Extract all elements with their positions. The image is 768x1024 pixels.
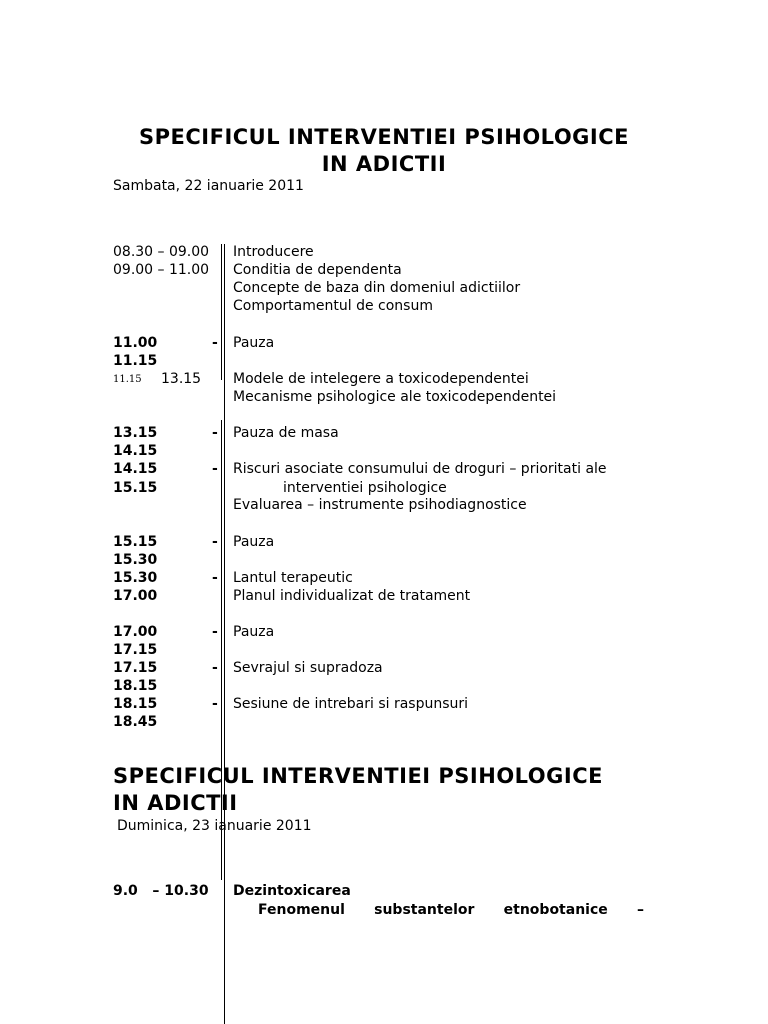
row9-time-end: 17.15 (113, 642, 158, 658)
row4-activity-2: Mecanisme psihologice ale toxicodependentei (233, 389, 557, 405)
row2-activity-2: Concepte de baza din domeniul adictiilor (233, 280, 521, 296)
table-divider-double (221, 244, 222, 380)
row4-time-start: 11.15 (113, 374, 142, 385)
row9-dash: - (212, 624, 218, 640)
day2-date: Duminica, 23 ianuarie 2011 (117, 818, 312, 834)
row1-activity: Introducere (233, 244, 314, 260)
row9-activity: Pauza (233, 624, 275, 640)
row6-activity-2: interventiei psihologice (283, 480, 447, 496)
row6-time-start: 14.15 (113, 461, 158, 477)
row5-dash: - (212, 425, 218, 441)
row4-time-end: 13.15 (161, 371, 202, 387)
day1-date: Sambata, 22 ianuarie 2011 (113, 178, 304, 194)
row6-dash: - (212, 461, 218, 477)
row6-time-end: 15.15 (113, 480, 158, 496)
row3-dash: - (212, 335, 218, 351)
row3-time-start: 11.00 (113, 335, 158, 351)
row4-activity-1: Modele de intelegere a toxicodependentei (233, 371, 529, 387)
row8-activity-1: Lantul terapeutic (233, 570, 353, 586)
row3-time-end: 11.15 (113, 353, 158, 369)
row8-activity-2: Planul individualizat de tratament (233, 588, 471, 604)
row5-activity: Pauza de masa (233, 425, 339, 441)
row5-time-start: 13.15 (113, 425, 158, 441)
day2-row1-time: 9.0 – 10.30 (113, 883, 209, 899)
row7-time-start: 15.15 (113, 534, 158, 550)
row7-time-end: 15.30 (113, 552, 158, 568)
row9-time-start: 17.00 (113, 624, 158, 640)
table-divider (224, 244, 225, 1024)
row11-time-end: 18.45 (113, 714, 158, 730)
row8-dash: - (212, 570, 218, 586)
day1-title-line2: IN ADICTII (321, 152, 447, 176)
row7-activity: Pauza (233, 534, 275, 550)
row6-activity-1: Riscuri asociate consumului de droguri – prioritati ale (233, 461, 607, 477)
row11-activity: Sesiune de intrebari si raspunsuri (233, 696, 469, 712)
row2-activity-3: Comportamentul de consum (233, 298, 433, 314)
row2-activity-1: Conditia de dependenta (233, 262, 402, 278)
row10-time-start: 17.15 (113, 660, 158, 676)
row11-time-start: 18.15 (113, 696, 158, 712)
row3-activity: Pauza (233, 335, 275, 351)
row7-dash: - (212, 534, 218, 550)
row10-time-end: 18.15 (113, 678, 158, 694)
row1-time: 08.30 – 09.00 (113, 244, 210, 260)
row10-dash: - (212, 660, 218, 676)
row5-time-end: 14.15 (113, 443, 158, 459)
day2-title-line2: IN ADICTII (113, 791, 238, 815)
row8-time-start: 15.30 (113, 570, 158, 586)
row6-activity-3: Evaluarea – instrumente psihodiagnostice (233, 497, 527, 513)
day2-row1-activity-2: Fenomenul substantelor etnobotanice – (258, 902, 645, 918)
day2-row1-activity-1: Dezintoxicarea (233, 883, 351, 899)
row8-time-end: 17.00 (113, 588, 158, 604)
day1-title-line1: SPECIFICUL INTERVENTIEI PSIHOLOGICE (139, 125, 629, 149)
row11-dash: - (212, 696, 218, 712)
row2-time: 09.00 – 11.00 (113, 262, 210, 278)
row10-activity: Sevrajul si supradoza (233, 660, 383, 676)
day2-title-line1: SPECIFICUL INTERVENTIEI PSIHOLOGICE (113, 764, 603, 788)
